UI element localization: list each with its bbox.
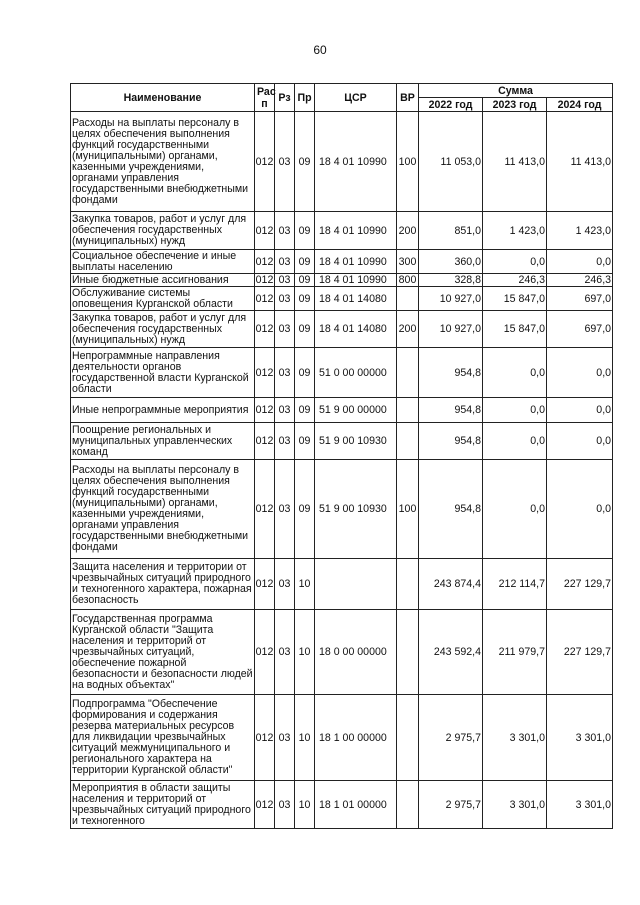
- cell-rz: 03: [275, 398, 295, 423]
- cell-2023: 0,0: [483, 398, 547, 423]
- page-number: 60: [313, 43, 327, 57]
- cell-2022: 243 874,4: [419, 559, 483, 610]
- cell-2022: 11 053,0: [419, 112, 483, 212]
- cell-2024: 0,0: [547, 348, 613, 398]
- cell-name: Иные непрограммные мероприятия: [71, 398, 255, 423]
- cell-vr: [397, 610, 419, 695]
- cell-rz: 03: [275, 559, 295, 610]
- cell-2024: 3 301,0: [547, 781, 613, 829]
- cell-name: Иные бюджетные ассигнования: [71, 274, 255, 287]
- header-pr: Пр: [295, 84, 315, 112]
- cell-name: Расходы на выплаты персоналу в целях обеспечения выполнения функций государственными (муниципальными) органами, казенными учреждениями, органами управления государственными внебюджетными фондами: [71, 460, 255, 559]
- cell-pr: 09: [295, 348, 315, 398]
- cell-name: Подпрограмма "Обеспечение формирования и содержания резерва материальных ресурсов для ликвидации чрезвычайных ситуаций межмуниципального и регионального характера на территории Курганской области": [71, 695, 255, 781]
- cell-rasp: 012: [255, 695, 275, 781]
- cell-name: Закупка товаров, работ и услуг для обеспечения государственных (муниципальных) нужд: [71, 212, 255, 250]
- cell-2024: 11 413,0: [547, 112, 613, 212]
- cell-pr: 09: [295, 212, 315, 250]
- cell-2024: 0,0: [547, 423, 613, 460]
- header-rz: Рз: [275, 84, 295, 112]
- cell-2023: 15 847,0: [483, 311, 547, 348]
- header-name: Наименование: [71, 84, 255, 112]
- table-row: [71, 212, 613, 250]
- cell-rz: 03: [275, 460, 295, 559]
- cell-2022: 243 592,4: [419, 610, 483, 695]
- cell-2022: 954,8: [419, 460, 483, 559]
- cell-vr: [397, 348, 419, 398]
- cell-rz: 03: [275, 348, 295, 398]
- cell-2022: 851,0: [419, 212, 483, 250]
- cell-csr: 18 4 01 14080: [315, 311, 397, 348]
- cell-2024: 0,0: [547, 398, 613, 423]
- cell-2023: 3 301,0: [483, 781, 547, 829]
- header-2024: 2024 год: [547, 98, 613, 112]
- cell-rz: 03: [275, 112, 295, 212]
- cell-2023: 11 413,0: [483, 112, 547, 212]
- header-vr: ВР: [397, 84, 419, 112]
- cell-rz: 03: [275, 212, 295, 250]
- cell-2022: 10 927,0: [419, 287, 483, 311]
- cell-vr: [397, 287, 419, 311]
- cell-2024: 227 129,7: [547, 559, 613, 610]
- cell-csr: 18 4 01 10990: [315, 274, 397, 287]
- header-sum: Сумма: [419, 84, 613, 98]
- cell-name: Непрограммные направления деятельности органов государственной власти Курганской области: [71, 348, 255, 398]
- cell-pr: 09: [295, 423, 315, 460]
- header-2022: 2022 год: [419, 98, 483, 112]
- cell-name: Мероприятия в области защиты населения и территорий от чрезвычайных ситуаций природного и техногенного: [71, 781, 255, 829]
- cell-2024: 1 423,0: [547, 212, 613, 250]
- table-body: [71, 112, 613, 829]
- cell-2023: 211 979,7: [483, 610, 547, 695]
- table-row: [71, 460, 613, 559]
- cell-2023: 15 847,0: [483, 287, 547, 311]
- header-rasp-top: Рас: [257, 85, 276, 98]
- cell-2024: 0,0: [547, 460, 613, 559]
- cell-csr: 18 4 01 10990: [315, 250, 397, 274]
- table-row: [71, 287, 613, 311]
- cell-pr: 09: [295, 287, 315, 311]
- cell-pr: 09: [295, 250, 315, 274]
- cell-csr: 18 4 01 10990: [315, 112, 397, 212]
- table-row: [71, 250, 613, 274]
- cell-2024: 227 129,7: [547, 610, 613, 695]
- cell-csr: 51 9 00 10930: [315, 460, 397, 559]
- cell-csr: 18 1 00 00000: [315, 695, 397, 781]
- cell-rz: 03: [275, 695, 295, 781]
- cell-2024: 697,0: [547, 287, 613, 311]
- cell-name: Поощрение региональных и муниципальных управленческих команд: [71, 423, 255, 460]
- cell-vr: [397, 559, 419, 610]
- cell-csr: 18 4 01 10990: [315, 212, 397, 250]
- cell-rasp: 012: [255, 460, 275, 559]
- cell-2022: 360,0: [419, 250, 483, 274]
- cell-pr: 09: [295, 460, 315, 559]
- cell-2024: 0,0: [547, 250, 613, 274]
- cell-rasp: 012: [255, 423, 275, 460]
- table-row: [71, 348, 613, 398]
- header-2023: 2023 год: [483, 98, 547, 112]
- table-row: [71, 695, 613, 781]
- cell-2023: 246,3: [483, 274, 547, 287]
- cell-name: Обслуживание системы оповещения Курганской области: [71, 287, 255, 311]
- cell-2023: 0,0: [483, 423, 547, 460]
- cell-rz: 03: [275, 781, 295, 829]
- cell-csr: 51 9 00 10930: [315, 423, 397, 460]
- cell-2022: 954,8: [419, 423, 483, 460]
- cell-vr: [397, 423, 419, 460]
- cell-2023: 3 301,0: [483, 695, 547, 781]
- table-row: [71, 274, 613, 287]
- cell-2024: 3 301,0: [547, 695, 613, 781]
- cell-2023: 0,0: [483, 460, 547, 559]
- table-row: [71, 311, 613, 348]
- cell-2024: 246,3: [547, 274, 613, 287]
- cell-pr: 10: [295, 559, 315, 610]
- header-csr: ЦСР: [315, 84, 397, 112]
- cell-name: Закупка товаров, работ и услуг для обеспечения государственных (муниципальных) нужд: [71, 311, 255, 348]
- cell-vr: [397, 398, 419, 423]
- cell-2022: 954,8: [419, 348, 483, 398]
- cell-csr: 18 4 01 14080: [315, 287, 397, 311]
- cell-rz: 03: [275, 274, 295, 287]
- cell-rasp: 012: [255, 250, 275, 274]
- cell-2024: 697,0: [547, 311, 613, 348]
- cell-vr: [397, 781, 419, 829]
- budget-table: [70, 83, 613, 829]
- cell-vr: 800: [397, 274, 419, 287]
- cell-vr: 200: [397, 311, 419, 348]
- cell-2022: 2 975,7: [419, 781, 483, 829]
- table-row: [71, 781, 613, 829]
- cell-2023: 0,0: [483, 250, 547, 274]
- cell-rasp: 012: [255, 274, 274, 286]
- table-row: [71, 559, 613, 610]
- cell-rasp: 012: [255, 559, 275, 610]
- cell-rasp: 012: [255, 287, 275, 311]
- cell-name: Государственная программа Курганской области "Защита населения и территорий от чрезвычайных ситуаций, обеспечение пожарной безопасности и безопасности людей на водных объектах": [71, 610, 255, 695]
- cell-pr: 09: [295, 274, 315, 287]
- cell-vr: 100: [397, 112, 419, 212]
- cell-vr: 200: [397, 212, 419, 250]
- table-row: [71, 398, 613, 423]
- cell-rz: 03: [275, 250, 295, 274]
- cell-csr: 51 0 00 00000: [315, 348, 397, 398]
- cell-pr: 09: [295, 311, 315, 348]
- cell-rz: 03: [275, 610, 295, 695]
- cell-rasp: 012: [255, 610, 275, 695]
- cell-2022: 954,8: [419, 398, 483, 423]
- cell-rz: 03: [275, 287, 295, 311]
- cell-2022: 10 927,0: [419, 311, 483, 348]
- cell-rasp: 012: [255, 781, 275, 829]
- cell-rasp: 012: [255, 348, 275, 398]
- cell-csr: 18 1 01 00000: [315, 781, 397, 829]
- cell-2023: 1 423,0: [483, 212, 547, 250]
- cell-pr: 09: [295, 112, 315, 212]
- cell-pr: 10: [295, 610, 315, 695]
- table-row: [71, 610, 613, 695]
- cell-name: Расходы на выплаты персоналу в целях обеспечения выполнения функций государственными (муниципальными) органами, казенными учреждениями, органами управления государственными внебюджетными фондами: [71, 112, 255, 212]
- cell-vr: [397, 695, 419, 781]
- cell-2022: 2 975,7: [419, 695, 483, 781]
- cell-rasp: 012: [255, 311, 275, 348]
- cell-vr: 100: [397, 460, 419, 559]
- cell-2022: 328,8: [419, 274, 483, 287]
- cell-name: Социальное обеспечение и иные выплаты населению: [71, 250, 255, 274]
- table-row: [71, 423, 613, 460]
- cell-rasp: 012: [255, 112, 275, 212]
- table-row: [71, 112, 613, 212]
- cell-2023: 212 114,7: [483, 559, 547, 610]
- cell-csr: [315, 559, 397, 610]
- cell-2023: 0,0: [483, 348, 547, 398]
- header-rasp-bottom: п: [261, 97, 268, 110]
- cell-rasp: 012: [255, 398, 275, 423]
- cell-pr: 10: [295, 695, 315, 781]
- cell-csr: 51 9 00 00000: [315, 398, 397, 423]
- header-rasp: [255, 84, 275, 112]
- cell-rz: 03: [275, 311, 295, 348]
- cell-rasp: 012: [255, 212, 275, 250]
- cell-pr: 10: [295, 781, 315, 829]
- cell-csr: 18 0 00 00000: [315, 610, 397, 695]
- cell-name: Защита населения и территории от чрезвычайных ситуаций природного и техногенного характера, пожарная безопасность: [71, 559, 255, 610]
- cell-pr: 09: [295, 398, 315, 423]
- cell-rz: 03: [275, 423, 295, 460]
- cell-vr: 300: [397, 250, 419, 274]
